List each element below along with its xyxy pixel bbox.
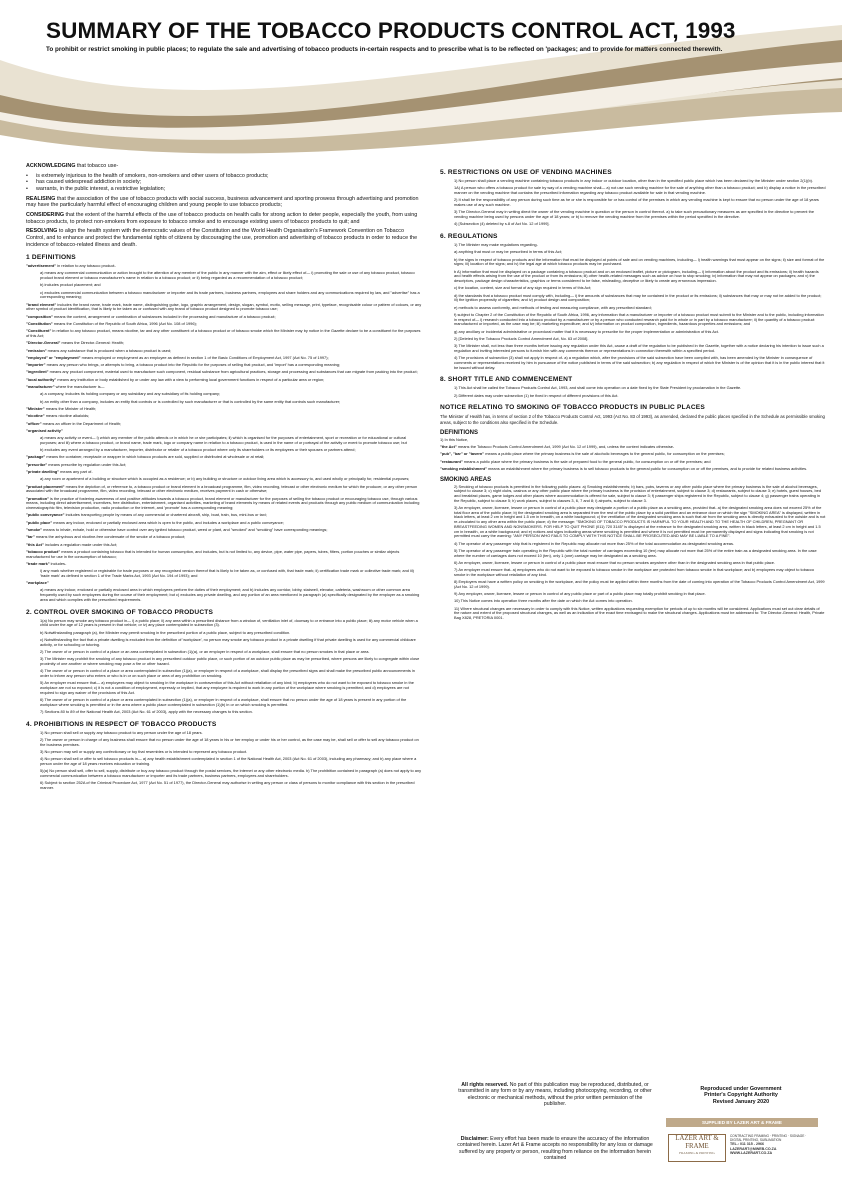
definition-term: "importer": [26, 362, 46, 368]
definition-text: b) includes product placement; and: [40, 282, 101, 288]
section6-clause: c) the location, content, size and format of any sign required in terms of this Act;: [454, 285, 592, 291]
acknowledging-list: [26, 173, 424, 193]
notice-definitions-heading: DEFINITIONS: [440, 429, 479, 436]
realising-text: that the association of the use of tobacco products with social success, business advancement and sporting prowess through advertising and promotion may have the particularly harmful effect of encouraging children and young people to use tobacco products;: [26, 195, 419, 209]
definition-term: "public conveyance": [26, 512, 65, 518]
section4-clause: 4) No person shall sell or offer to sell tobacco products in— a) any health establishment contemplated in section 1 of the National Health Act, 2003 (Act No. 61 of 2003), including any pharmacy; and b) any place where a person under the age of 18 years receives education or training.: [40, 756, 417, 766]
definition-entry: [26, 521, 424, 526]
contact-details: [730, 1134, 818, 1155]
definition-term: "manufacturer": [26, 384, 55, 390]
definition-text: means the Constitution of the Republic of South Africa, 1996 (Act No. 108 of 1996);: [52, 320, 197, 326]
notice-definition-text: means an establishment where the primary business is to sell tobacco products to the general public for consumption on or off the premises, and to provide for related business activities.: [486, 465, 808, 471]
definition-text: means any product component, material used to manufacture such component, residual substance from agricultural practices, storage and processing and substances that can migrate from packing into the product;: [48, 369, 418, 375]
section2-clause: 6) The owner of or person in control of a place or area contemplated in subsection (1)(a), or employer in respect of a workplace, shall ensure that no person under the age of 18 years is present in any portion of the workplace where smoking is permitted or in the area where a public place contemplated in subsection (1)(b) in or on which smoking is permitted.: [40, 696, 407, 707]
definition-entry: [26, 271, 424, 280]
smoking-area-clause: 2) Smoking of tobacco products is permitted in the following public places: a) Smoking establishments; b) bars, pubs, taverns or any other public place where the primary business is the sale of alcohol beverages, subject to clause 3; c) night clubs, casinos or any other public place where the primary business is the provision of entertainment, subject to clause 3; d) restaurants, subject to clause 3; e) hotels, guest houses, bed and breakfast places, game lodges and other places where accommodation is offered for sale, subject to clause 3; f) passenger ships registered in the Republic, subject to clause 4; g) passenger trains operating in the Republic, subject to clause 5; h) work places, subject to clauses 3, 6, 7 and 8; i) airports, subject to clause 3.: [454, 483, 821, 503]
section6-heading: 6. REGULATIONS: [440, 233, 498, 240]
definition-entry: [26, 588, 424, 602]
disclaimer-notice: [456, 1136, 654, 1162]
section2-clause: 3) The Minister may prohibit the smoking of any tobacco product in any prescribed outdoor public place, or such portion of an outdoor public place as may be prescribed, where persons are likely to congregate within close proximity of one another or where smoking may pose a fire or other hazard.: [40, 656, 420, 666]
disclaimer-lead: Disclaimer:: [460, 1136, 489, 1142]
definition-entry: [26, 264, 424, 269]
section8-heading: 8. SHORT TITLE AND COMMENCEMENT: [440, 376, 573, 384]
definition-term: "organised activity": [26, 427, 63, 433]
definition-entry: [26, 315, 424, 320]
definition-entry: [26, 513, 424, 518]
section2-clause: 5) An employer must ensure that— a) employees may object to smoking in the workplace in contravention of this Act without retaliation of any kind; b) employees who do not want to be exposed to tobacco smoke in the workplace are not so exposed; c) it is not a condition of employment, expressly or implied, that any employee is required to work in any portion of the workplace where smoking is permitted; and d) employees are not required to sign any waiver of the provisions of this Act.: [40, 680, 414, 695]
definition-text: a) a company, includes its holding company or any subsidiary and any subsidiary of its holding company;: [40, 391, 221, 397]
section5-list: [440, 179, 826, 227]
footer: [456, 1082, 822, 1170]
definition-entry: [26, 291, 424, 300]
definitions-heading: 1 DEFINITIONS: [26, 254, 76, 262]
repro-line-3: Revised January 2020: [712, 1098, 770, 1105]
definition-text: is the practice of fostering awareness of and positive attitudes towards a tobacco product, brand element or manufacturer for the purposes of selling the tobacco product or encouraging tobacco use, through various means, including direct advertisement, incentives, free distribution, entertainment, organised activities, marketing of brand elements by means of related events and products through any public medium of communication including cinematographic film, television production, radio production or the internet, and 'promote' has a corresponding meaning;: [26, 495, 420, 511]
definition-text: a) means any indoor, enclosed or partially enclosed area in which employees perform the duties of their employment; and b) includes any corridor, lobby, stairwell, elevator, cafeteria, washroom or other common area frequently used by such employees during the course of their employment; but c) excludes any private dwelling, and any portion of an area mentioned in paragraph (a) specifically designated by the employer as a smoking area and which complies with the prescribed requirements.: [40, 587, 420, 602]
definition-entry: [26, 569, 424, 578]
definition-text: means the anhydrous and nicotine-free condensate of the smoke of a tobacco product;: [34, 534, 186, 540]
notice-definition-text: means a public place where the primary business is the sale of alcoholic beverages to the general public, for consumption on the premises;: [484, 451, 725, 457]
definition-text: means a product containing tobacco that is intended for human consumption, and includes, but is not limited to, any device, pipe, water pipe, papers, tubes, filters, portion pouches or similar objects manufactured for use in the consumption of tobacco;: [26, 548, 400, 559]
definition-text: i) any mark whether registered or registrable for trade purposes or any recognised version thereof that is likely to be taken as, or confused with, that trade mark; ii) certification trade mark or collective trade mark; and iii) 'trade mark' as defined in section 1 of the Trade Marks Act, 1993 (Act No. 194 of 1993); and: [40, 568, 414, 578]
smoking-area-clause: 4) The operator of any passenger ship that is registered in the Republic may allocate not more than 25% of the total accommodation as designated smoking areas.: [454, 540, 734, 546]
notice-definitions-list: [440, 438, 826, 472]
definition-term: "Director-General": [26, 340, 61, 346]
section8-clause: 1) This Act shall be called the Tobacco Products Control Act, 1993, and shall come into operation on a date fixed by the State President by proclamation in the Gazette.: [454, 385, 742, 391]
definition-entry: [26, 329, 424, 338]
definition-term: "local authority": [26, 376, 57, 382]
considering-text: that the extent of the harmful effects of the use of tobacco products on health calls for strong action to deter people, especially the youth, from using tobacco products, to protect non-smokers from exposure to tobacco smoke and to encourage existing users of tobacco products to quit; and: [26, 211, 418, 225]
definition-term: "ingredient": [26, 369, 49, 375]
definition-term: "private dwelling": [26, 469, 60, 475]
definition-text: means prescribe by regulation under this Act;: [47, 461, 127, 467]
section4-clause: 2) The owner or person in charge of any business shall ensure that no person under the age of 18 years in his or her employ or under his or her control, as the case may be, shall sell or offer to sell any tobacco product on the business premises.: [40, 736, 419, 747]
contact-email: LAZERART@MWEB.CO.ZA: [730, 1146, 777, 1151]
definition-entry: [26, 470, 424, 475]
definition-text: means any part of-: [59, 469, 93, 475]
definition-entry: [26, 303, 424, 312]
section6-clause: b) the signs in respect of tobacco products and the information that must be displayed at points of sale and on vending machines, including— i) health warnings that must appear on the signs; ii) size and format of the signs; iii) location of the signs; and iv) the legal age at which tobacco products may be purchased.: [454, 256, 825, 267]
definition-text: means the depiction of, or reference to, a tobacco product or brand element in a broadcast programme, film, video recording, telecast or other electronic medium for which the producer, or any other person associated with the broadcast programme, film, video recording, telecast or other electronic medium, receives payment in cash or otherwise;: [26, 483, 418, 494]
notice-definition-term: "restaurant": [440, 458, 463, 464]
definition-entry: [26, 535, 424, 540]
realising-paragraph: [26, 196, 424, 209]
definition-text: means the content, arrangement or combination of substances included in the processing and manufacture of a tobacco product;: [52, 313, 276, 319]
smoking-areas-list: [440, 485, 826, 621]
section6-clause: 3) The Minister shall, not less than three months before issuing any regulation under this Act, cause a draft of the regulation to be published in the Gazette, together with a notice declaring his intention to issue such a regulation and inviting interested persons to furnish him with any comments thereon or representations in connection therewith within a specified period.: [454, 343, 824, 353]
realising-lead: REALISING: [26, 195, 56, 202]
resolving-text: to align the health system with the democratic values of the Constitution and the World Health Organisation's Framework Convention on Tobacco Control, and to enhance and protect the fundamental rights of citizens by discouraging the use, promotion and advertising of tobacco products in order to reduce the incidence of tobacco-related illness and death.: [26, 228, 418, 248]
resolving-lead: RESOLVING: [26, 228, 58, 235]
rights-lead: All rights reserved.: [461, 1082, 509, 1088]
acknowledging-item: • warrants, in the public interest, a restrictive legislation;: [36, 186, 424, 193]
definition-entry: [26, 543, 424, 548]
definition-text: means to inhale, exhale, hold or otherwise have control over any ignited tobacco product, weed or plant, and "smoked" and "smoking" have corresponding meanings;: [42, 526, 328, 532]
definition-text: means any person who brings, or attempts to bring, a tobacco product into the Republic for the purposes of selling that product, and 'import' has a corresponding meaning;: [45, 362, 341, 368]
rights-notice: [456, 1082, 654, 1108]
notice-definition-term: "pub", "bar" or "tavern": [440, 451, 485, 457]
section5-heading: 5. RESTRICTIONS ON USE OF VENDING MACHINES: [440, 169, 612, 176]
definition-term: "prescribe": [26, 461, 48, 467]
smoking-area-clause: 10) This Notice comes into operation three months after the date on which the Act comes into operation.: [454, 598, 633, 604]
definition-entry: [26, 429, 424, 434]
smoking-area-clause: 9) Any employer, owner, licensee, lessee or person in control of any public place or part of a public place may totally prohibit smoking in that place.: [454, 591, 706, 597]
notice-definition-text: 1) In this Notice,: [440, 436, 469, 442]
definition-text: means the Minister of Health;: [44, 405, 97, 411]
definition-text: in relation to any tobacco product-: [56, 263, 116, 269]
lazer-art-logo: [668, 1134, 726, 1162]
definition-text: a) means any activity or event— i) which any member of the public attends or in which he or she participates; ii) which is organised for the purposes of entertainment, sport or recreation or for educational or cultural purposes; and iii) where a tobacco product, or brand name, trade mark, logo or company name in relation to a tobacco product, is used in the name of or portrayal of the activity or event to promote tobacco use; but: [40, 435, 407, 445]
definition-term: "Constitution": [26, 320, 53, 326]
section6-clause: 1) The Minister may make regulations regarding-: [454, 242, 538, 247]
section5-clause: 3) The Director-General may in writing direct the owner of the vending machine in question or the person in control thereof- a) to take such precautionary measures as are specified in the directive to prevent the vending machine being used by persons under the age of 18 years; or b) to remove the vending machine from the premises within the period specified in the directive.: [454, 209, 814, 219]
considering-paragraph: [26, 212, 424, 225]
definition-term: "smoke": [26, 526, 43, 532]
notice-definition-entry: [440, 452, 826, 457]
definition-text: a) means any commercial communication or action brought to the attention of any member of the public in any manner with the aim, effect or likely effect of— i) promoting the sale or use of any tobacco product, tobacco product brand element or tobacco manufacturer's name in relation to a tobacco product; or ii) being regarded as a recommendation of a tobacco product;: [40, 270, 415, 281]
definition-text: b) excludes any event arranged by a manufacturer, importer, distributor or retailer of a tobacco product where only its shareholders or its employees or their spouses or partners attend;: [40, 447, 356, 453]
smoking-area-clause: 8) Employers must have a written policy on smoking in the workplace, and the policy must be applied within three months from the date of coming into operation of the Tobacco Products Control Amendment Act, 1999 (Act No. 12 of 1999).: [454, 579, 825, 589]
supplied-by-bar: SUPPLIED BY LAZER ART & FRAME: [666, 1118, 818, 1127]
section4-clause: 6) Subject to section 252A of the Criminal Procedure Act, 1977 (Act No. 51 of 1977), the Director-General may authorise in writing any person or class of persons to monitor compliance with this section in the prescribed manner.: [40, 780, 415, 790]
page-subtitle: To prohibit or restrict smoking in public places; to regulate the sale and advertising of tobacco products in-certain respects and to prescribe what is to be reflected on 'packages; and to provide for matters connected therewith.: [46, 46, 723, 53]
resolving-paragraph: [26, 228, 424, 248]
definition-text: c) excludes commercial communication between a tobacco manufacturer or importer and its trade partners, business partners, employees and share holders and any communications required by law, and "advertise" has a corresponding meaning;: [40, 289, 420, 300]
definition-text: includes a regulation made under this Act;: [43, 541, 118, 547]
definition-text: means any substance that is produced when a tobacco product is used;: [46, 347, 172, 353]
definition-term: "package": [26, 454, 46, 460]
definition-term: "employed" or "employment": [26, 354, 81, 360]
section2-clause: 7) Sections 80 to 89 of the National Health Act, 2003 (Act No. 61 of 2003), apply with the necessary changes to this section.: [40, 708, 253, 714]
section2-heading: 2. CONTROL OVER SMOKING OF TOBACCO PRODUCTS: [26, 608, 214, 616]
acknowledging-paragraph: [26, 163, 424, 170]
contact-phone: TEL.: 011 315 - 2966: [730, 1142, 764, 1147]
definition-text: means the container, receptacle or wrapper in which tobacco products are sold, supplied or distributed at wholesale or at retail;: [45, 454, 265, 460]
notice-definition-term: "smoking establishment": [440, 465, 487, 471]
section6-clause: e) methods to assess conformity, and methods of testing and measuring compliance, with any prescribed standard;: [454, 304, 652, 310]
definition-text: means an officer in the Department of Health;: [41, 420, 122, 426]
definition-entry: [26, 448, 424, 453]
section4-list: [26, 731, 424, 791]
definition-entry: [26, 363, 424, 368]
section5-clause: 1A) A person who offers a tobacco product for sale by way of a vending machine shall— a) not use such vending machine for the sale of anything other than a tobacco product; and b) display a notice in the prescribed manner on the vending machine that contains the prescribed information regarding any tobacco product available for sale in that vending machine.: [454, 185, 826, 195]
definition-term: "product placement": [26, 483, 65, 489]
smoking-area-clause: 3) An employer, owner, licensee, lessee or person in control of a public place may designate a portion of a public place as a smoking area, provided that- a) the designated smoking area does not exceed 25% of the total floor area of the public place; b) the designated smoking area is separated from the rest of the public place by a solid partition and an entrance door on which the sign "SMOKING AREA" is displayed, written in black letters, at least 2 cm in height and 1.5 cm in breadth, on a white background; c) the ventilation of the designated smoking area is such that air from the smoking area is directly exhausted to the outside and is not re-circulated to any other area within the public place; d) the message: "SMOKING OF TOBACCO PRODUCTS IS HARMFUL TO YOUR HEALTH AND TO THE HEALTH OF CHILDREN, PREGNANT OR BREASTFEEDING WOMEN AND NONSMOKERS. FOR HELP TO QUIT PHONE (011) 720 3145" is displayed at the entrance to the designated smoking area, written in black letters, at least 2 cm in height and 1.5 cm in breadth, on a white background; and e) notices and signs indicating areas where smoking is permitted and where it is not permitted must be permanently displayed and signs indicating that smoking is not permitted must carry the warning: "ANY PERSON WHO FAILS TO COMPLY WITH THIS NOTICE SHALL BE PROSECUTED AND MAY BE LIABLE TO A FINE".: [454, 505, 826, 539]
definition-entry: [26, 322, 424, 327]
definition-term: "tobacco product": [26, 548, 61, 554]
smoking-area-clause: 6) An employer, owner, licensee, lessee or person in control of a public place must ensure that no person smokes anywhere other than in the designated smoking area in that public place.: [454, 559, 775, 565]
definition-text: where the manufacturer is—: [54, 384, 105, 390]
definition-term: "Minister": [26, 405, 45, 411]
section6-clause: f) subject to Chapter 2 of the Constitution of the Republic of South Africa, 1996, any information that a manufacturer or importer of a tobacco product must submit to the Minister and to the public, including information in respect of— i) research conducted into a tobacco product by a manufacturer or by a person who conducted research paid for in whole or in part by a tobacco manufacturer; ii) the quantity of a tobacco product manufactured or imported, as the case may be; iii) marketing expenditure; and iv) information on product composition, ingredients, hazardous properties and emissions; and: [454, 311, 824, 327]
section4-clause: 3) No person may sell or supply any confectionary or toy that resembles or is intended to represent any tobacco product.: [40, 748, 248, 754]
section6-clause: 2) [Deleted by the Tobacco Products Control Amendment Act, No. 63 of 2008].: [454, 335, 589, 341]
definition-term: "advertisement": [26, 263, 57, 269]
section6-clause: b A) information that must be displayed on a package containing a tobacco product and on an enclosed leaflet, picture or pictogram, including— i) information about the product and its emissions; ii) health hazards and health effects arising from the use of the product or from its emissions; iii) other health-related messages such as advice on how to stop smoking; iv) information that may not appear on packages; and v) the descriptors, package design characteristics, graphics or terms considered to be false, misleading, deceptive or likely to create any erroneous impression.: [454, 268, 819, 283]
section6-clause: g) any ancillary or incidental administrative or procedural matter that it is necessary to prescribe for the proper implementation or administration of this Act.: [454, 328, 719, 334]
definition-text: includes the brand name, trade mark, trade name, distinguishing guise, logo, graphic arrangement, design, slogan, symbol, motto, selling message, print, typeface, recognisable colour or pattern of colours, or any other symbol of product identification, that is likely to be taken as or confused with any brand of tobacco product designed to promote tobacco use;: [26, 301, 422, 312]
reproduction-notice: [666, 1086, 816, 1105]
definition-text: means any institution or body established by or under any law with a view to performing local government functions in respect of a particular area or region;: [56, 376, 325, 382]
definition-term: "emission": [26, 347, 47, 353]
definition-term: "public place": [26, 519, 53, 525]
rights-text: No part of this publication may be reproduced, distributed, or transmitted in any form or by any means, including photocopying, recording, or other electronic or mechanical methods, without the prior written permission of the publisher.: [458, 1082, 652, 1108]
definition-entry: [26, 283, 424, 288]
section5-clause: 1) No person shall place a vending machine containing tobacco products in any indoor or outdoor location, other than in the specified public place which has been declared by the Minister under section 2(1)(b).: [454, 178, 814, 183]
smoking-area-clause: 5) The operator of any passenger train operating in the Republic with the total number of carriages exceeding 10 (ten) may allocate not more that 25% of the entire train as a designated smoking area. In the case where the number of carriages does not exceed 10 (ten), only 1 (one) carriage may be designated as a smoking area.: [454, 547, 817, 558]
definition-entry: [26, 392, 424, 397]
definition-term: "tar": [26, 534, 35, 540]
definition-entry: [26, 370, 424, 375]
acknowledging-lead: ACKNOWLEDGING: [26, 163, 76, 169]
right-column: [440, 163, 826, 623]
notice-definition-entry: [440, 438, 826, 443]
section8-list: [440, 386, 826, 398]
acknowledging-text: that tobacco use-: [75, 163, 119, 169]
definition-term: "workplace": [26, 580, 49, 586]
section4-clause: 1) No person shall sell or supply any tobacco product to any person under the age of 18 years.: [40, 729, 203, 735]
definition-text: b) an entity other than a company, includes an entity that controls or is controlled by such manufacturer or that is controlled by the same entity that controls such manufacturer;: [40, 398, 341, 404]
definition-term: "officer": [26, 420, 42, 426]
section2-clause: 2) The owner of or person in control of a place or an area contemplated in subsection (1)(a), or an employer in respect of a workplace, shall ensure that no person smokes in that place or area.: [40, 648, 370, 654]
definitions-list: [26, 264, 424, 602]
section4-clause: 5)(a) No person shall sell, offer to sell, supply, distribute or buy any tobacco product through the postal services, the internet or any other electronic media. b) The prohibition contained in paragraph (a) does not apply to any commercial communication between a tobacco manufacturer or importer and its trade partners, business partners, employees and shareholders.: [40, 768, 422, 778]
contact-website: WWW.LAZERART.CO.ZA: [730, 1150, 773, 1155]
definition-text: means employed or employment as an employee as defined in section 1 of the Basic Conditions of Employment Act, 1997 (Act No. 75 of 1997);: [80, 354, 329, 360]
notice-heading: NOTICE RELATING TO SMOKING OF TOBACCO PRODUCTS IN PUBLIC PLACES: [440, 404, 706, 412]
definition-entry: [26, 349, 424, 354]
section2-clause: 4) The owner of or person in control of a place or area contemplated in subsection (1)(a), or employer in respect of a workplace, shall display the prescribed signs and shall make the prescribed public announcements in order to inform any person who enters or who is in or on such place or area of any prohibition on smoking.: [40, 668, 415, 678]
section5-clause: 4) [Subsection (4) deleted by s.8 of Act No. 12 of 1999].: [454, 221, 550, 227]
definition-entry: [26, 378, 424, 383]
section6-clause: 4) The provisions of subsection (3) shall not apply in respect of- a) a regulation which, after the provisions of the said subsection have been complied with, has been amended by the Minister in consequence of comments or representations received by him in pursuance of the notice published in terms of the said subsection; b) any regulation in respect of which the Minister is of the opinion that it is in the public interest that it be issued without delay.: [454, 355, 825, 370]
definition-entry: [26, 385, 424, 390]
definition-text: means the Director-General: Health;: [60, 340, 124, 346]
definition-entry: [26, 528, 424, 533]
definition-text: includes-: [49, 560, 67, 566]
definition-entry: [26, 400, 424, 405]
definition-entry: [26, 581, 424, 586]
notice-intro: The Minister of Health has, in terms of section 2 of the Tobacco Products Control Act, 1993 (Act No. 83 of 1993), as amended, declared the public places specified in the Schedule as permissible smoking areas, subject to the conditions also specified in the Schedule.: [440, 414, 825, 425]
section2-clause: 1(a) No person may smoke any tobacco product in— i) a public place; ii) any area within a prescribed distance from a window of, ventilation inlet of, doorway to or entrance into a public place; iii) any motor vehicle when a child under the age of 12 years is present in that vehicle; or iv) any place contemplated in subsection (3).: [40, 617, 418, 628]
section6-clause: a) anything that must or may be prescribed in terms of this Act;: [454, 249, 562, 255]
definition-entry: [26, 455, 424, 460]
contact-services: CONTRACTING FRAMING · PRINTING · SIGNAGE · DIGITAL PRINTING, SUBLIMATION: [730, 1134, 807, 1143]
repro-line-1: Reproduced under Government: [700, 1086, 782, 1092]
definition-term: "trade mark": [26, 560, 50, 566]
definition-text: means nicotine alkaloids;: [44, 413, 90, 419]
logo-tagline: FRAMING & PRINTING: [679, 1151, 715, 1155]
definition-term: "composition": [26, 313, 53, 319]
definition-term: "brand element": [26, 301, 57, 307]
definition-entry: [26, 407, 424, 412]
logo-name: LAZER ART & FRAME: [675, 1135, 719, 1150]
definition-text: in relation to any tobacco product, means nicotine, tar and any other constituent of a tobacco product or of tobacco smoke which the Minister may by notice in the Gazette declare to be a constituent for the purposes of this Act;: [26, 328, 421, 338]
definition-term: "Constituent": [26, 328, 52, 334]
definition-entry: [26, 341, 424, 346]
section6-list: [440, 243, 826, 370]
definition-entry: [26, 414, 424, 419]
considering-lead: CONSIDERING: [26, 211, 65, 218]
section5-clause: 2) It shall be the responsibility of any person during such time as he or she is responsible for or has control of the premises in which any vending machine is kept to ensure that no person under the age of 18 years makes use of any such machine.: [454, 197, 819, 207]
section2-clause: b) Notwithstanding paragraph (a), the Minister may permit smoking in the prescribed portion of a public place, subject to any prescribed condition.: [40, 629, 291, 635]
smoking-area-clause: 7) An employer must ensure that- a) employees who do not want to be exposed to tobacco smoke in the workplace are protected from tobacco smoke in that workplace; and b) employees may object to tobacco smoke in the workplace without retaliation of any kind.: [454, 567, 815, 577]
notice-definition-text: means the Tobacco Products Control Amendment Act, 1999 (Act No. 12 of 1999), and, unless the context indicates otherwise-: [456, 444, 675, 449]
definition-entry: [26, 485, 424, 494]
definition-text: includes transporting people by means of any commercial or chartered aircraft, ship, boat, train, bus, mini-bus or taxi;: [64, 512, 267, 518]
disclaimer-text: Every effort has been made to ensure the accuracy of the information contained herein. Lazer Art & Frame accepts no responsibility for any loss or damage suffered by any property or person, resulting from reliance on the information herein contained: [457, 1136, 653, 1162]
left-column: [26, 163, 424, 793]
notice-definition-entry: [440, 467, 826, 472]
notice-definition-term: "the Act": [440, 444, 457, 449]
acknowledging-item: • is extremely injurious to the health of smokers, non-smokers and other users of tobacco products;: [36, 173, 424, 180]
notice-definition-text: means a public place where the primary business is the sale of prepared food to the general public, for consumption on or off the premises; and: [462, 458, 711, 464]
definition-entry: [26, 550, 424, 559]
definition-entry: [26, 436, 424, 445]
section6-clause: d) the standards that a tobacco product must comply with, including— i) the amounts of substances that may be contained in the product or its emissions; ii) substances that may or may not be added to the product; iii) the ignition propensity of cigarettes; and iv) product design and composition;: [454, 292, 822, 303]
acknowledging-item: • has caused widespread addiction in society;: [36, 179, 424, 186]
definition-term: "this Act": [26, 541, 44, 547]
definition-entry: [26, 463, 424, 468]
section2-clause: c) Notwithstanding the fact that a private dwelling is excluded from the definition of 'workplace', no person may smoke any tobacco product in a private dwelling if that private dwelling is used for any commercial childcare activity, or for schooling or tutoring.: [40, 636, 416, 647]
definition-term: "nicotine": [26, 413, 45, 419]
repro-line-2: Printer's Copyright Authority: [704, 1092, 778, 1099]
definition-entry: [26, 356, 424, 361]
definition-entry: [26, 422, 424, 427]
section2-list: [26, 619, 424, 715]
definition-entry: [26, 497, 424, 511]
definition-text: means any indoor, enclosed or partially enclosed area which is open to the public, and includes a workplace and a public conveyance;: [52, 519, 284, 525]
notice-definition-entry: [440, 460, 826, 465]
smoking-area-clause: 11) Where structural changes are necessary in order to comply with this Notice, written applications requesting exemption for periods of up to six months will be considered. Applications must set out clear details of the nature and extent of the proposed structural changes, as well as an indication of the exact time envisaged to make the structural changes. Applications must be addressed to: The Director-General: Health, Private Bag X828, PRETORIA 0001.: [454, 605, 825, 621]
page-title: SUMMARY OF THE TOBACCO PRODUCTS CONTROL ACT, 1993: [46, 18, 736, 43]
notice-definition-entry: [440, 445, 826, 450]
section8-clause: 2) Different dates may under subsection (1) be fixed in respect of different provisions of this Act.: [454, 392, 619, 398]
definition-term: "promotion": [26, 495, 49, 501]
definition-text: a) any room or apartment of a building or structure which is occupied as a residence; or b) any building or structure or outdoor living area which is accessory to, and used wholly or principally for, residential purposes;: [40, 476, 410, 482]
definition-entry: [26, 477, 424, 482]
section4-heading: 4. PROHIBITIONS IN RESPECT OF TOBACCO PRODUCTS: [26, 720, 217, 728]
definition-entry: [26, 562, 424, 567]
smoking-areas-heading: SMOKING AREAS: [440, 476, 492, 483]
